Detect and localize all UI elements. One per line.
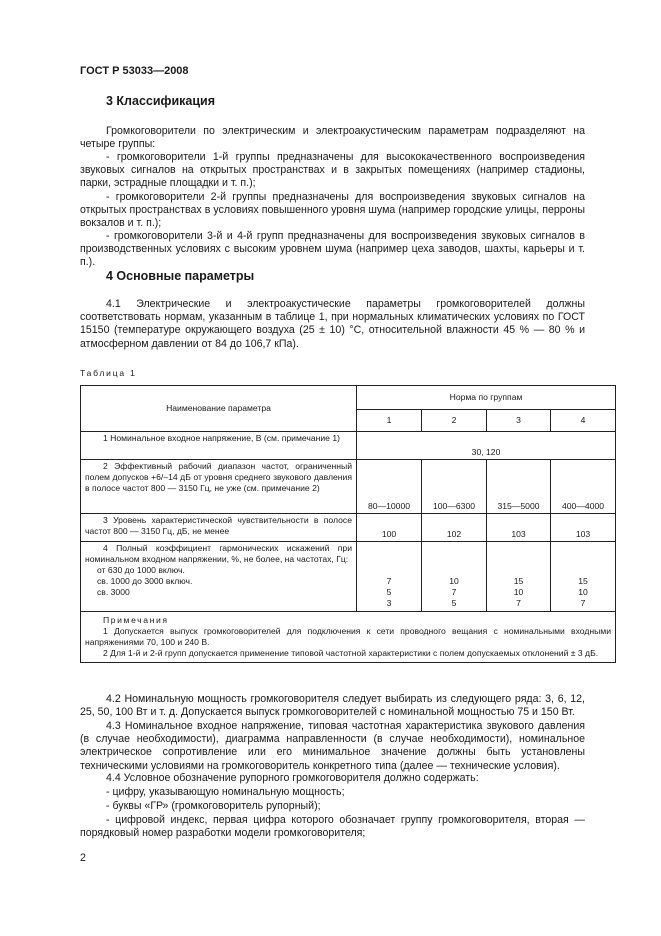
- row-4-sub-3: св. 3000: [97, 587, 130, 597]
- row-4-sub-1: от 630 до 1000 включ.: [97, 565, 185, 575]
- section-3-title: 3 Классификация: [106, 94, 216, 108]
- row-3-name: 3 Уровень характеристической чувствительности в полосе частот 800 — 3150 Гц, дБ, не менее: [81, 514, 357, 542]
- section-3-intro: Громкоговорители по электрическим и электроакустическим параметрам подразделяют на четыре группы:: [80, 125, 585, 151]
- table-row: [81, 460, 616, 514]
- row-3-group-4: 103: [551, 514, 616, 542]
- row-2-group-2: 100—6300: [422, 460, 487, 514]
- paragraph-4-2: 4.2 Номинальную мощность громкоговорителя следует выбирать из следующего ряда: 3, 6, 12, 25, 50, 100 Вт и т. д. Допускается выпуск громкоговорителей с номинальной мощностью 75 и 150 Вт.: [80, 693, 585, 719]
- column-header-norm: Норма по группам: [357, 386, 616, 410]
- table-caption: Таблица 1: [80, 368, 137, 378]
- row-4-g4-v3: 7: [580, 598, 586, 608]
- paragraph-4-4: 4.4 Условное обозначение рупорного громкоговорителя должно содержать:: [106, 772, 479, 784]
- row-2-group-4: 400—4000: [551, 460, 616, 514]
- note-1: 1 Допускается выпуск громкоговорителей для подключения к сети проводного вещания с номинальными входными напряжениями 70, 100 и 240 В.: [85, 626, 612, 647]
- list-item: - буквы «ГР» (громкоговоритель рупорный);: [106, 800, 321, 812]
- row-4-g3-v2: 10: [513, 587, 524, 597]
- group-header-3: 3: [487, 410, 551, 432]
- table-row: [81, 432, 616, 460]
- row-1-value: 30, 120: [357, 432, 616, 460]
- row-4-g3-v1: 15: [513, 576, 524, 586]
- row-3-group-3: 103: [487, 514, 551, 542]
- list-item: - цифру, указывающую номинальную мощность;: [106, 786, 345, 798]
- note-2: 2 Для 1-й и 2-й групп допускается применение типовой частотной характеристики с полем допускаемых отклонений ± 3 дБ.: [103, 648, 599, 658]
- row-2-group-1: 80—10000: [357, 460, 422, 514]
- table-row: [81, 514, 616, 542]
- column-header-parameter: Наименование параметра: [81, 386, 357, 432]
- group-header-1: 1: [357, 410, 422, 432]
- section-3-item-1: - громкоговорители 1-й группы предназначены для высококачественного воспроизведения звуковых сигналов на открытых пространствах и в закрытых помещениях (например стадионы, парки, эстрадные площадки и т. п.);: [80, 151, 585, 190]
- row-4-g2-v2: 7: [451, 587, 457, 597]
- section-3-item-2: - громкоговорители 2-й группы предназначены для воспроизведения звуковых сигналов на открытых пространствах в условиях повышенного уровня шума (например городские улицы, перроны вокзалов и т. п.);: [80, 191, 585, 230]
- row-4-g2-v1: 10: [449, 576, 459, 586]
- row-4-g1-v1: 7: [386, 576, 392, 586]
- row-4-g3-v3: 7: [516, 598, 521, 608]
- table-row: [81, 542, 616, 612]
- row-4-g1-v3: 3: [386, 598, 392, 608]
- row-4-g1-v2: 5: [386, 587, 392, 597]
- row-4-g4-v1: 15: [578, 576, 588, 586]
- row-4-name: 4 Полный коэффициент гармонических искажений при номинальном входном напряжении, %, не более, на частотах, Гц:: [85, 543, 352, 564]
- notes-title: Примечания: [103, 615, 169, 625]
- table-notes-row: [81, 612, 616, 663]
- row-1-name: 1 Номинальное входное напряжение, В (см. примечание 1): [81, 432, 357, 460]
- document-header: ГОСТ Р 53033—2008: [80, 65, 189, 77]
- row-3-group-1: 100: [357, 514, 422, 542]
- section-3-item-3: - громкоговорители 3-й и 4-й групп предназначены для воспроизведения звуковых сигналов в производственных условиях с высоким уровнем шума (например цеха заводов, шахты, карьеры и т. п.).: [80, 230, 585, 269]
- group-header-2: 2: [422, 410, 487, 432]
- row-4-g2-v3: 5: [451, 598, 457, 608]
- paragraph-4-3: 4.3 Номинальное входное напряжение, типовая частотная характеристика звукового давления (в случае необходимости), диаграмма направленности (в случае необходимости), номинальное электрическое сопротивление или его минимальное значение должны быть установлены техническими условиями на громкоговоритель конкретного типа (далее — технические условия).: [80, 720, 585, 772]
- row-3-group-2: 102: [422, 514, 487, 542]
- row-4-g4-v2: 10: [578, 587, 588, 597]
- paragraph-4-1: 4.1 Электрические и электроакустические параметры громкоговорителей должны соответствовать нормам, указанным в таблице 1, при нормальных климатических условиях по ГОСТ 15150 (температуре окружающего воздуха (25 ± 10) °С, относительной влажности 45 % — 80 % и атмосферном давлении от 84 до 106,7 кПа).: [80, 298, 585, 350]
- parameters-table: [80, 385, 616, 663]
- row-2-group-3: 315—5000: [487, 460, 551, 514]
- page-number: 2: [80, 852, 86, 864]
- row-2-name: 2 Эффективный рабочий диапазон частот, ограниченный полем допусков +6/–14 дБ от уровня среднего звукового давления в полосе частот 800 — 3150 Гц, не уже (см. примечание 2): [81, 460, 357, 514]
- list-item: - цифровой индекс, первая цифра которого обозначает группу громкоговорителя, вторая — порядковый номер разработки модели громкоговорителя;: [80, 814, 585, 840]
- group-header-4: 4: [551, 410, 616, 432]
- section-4-title: 4 Основные параметры: [106, 269, 255, 283]
- row-4-sub-2: св. 1000 до 3000 включ.: [97, 576, 193, 586]
